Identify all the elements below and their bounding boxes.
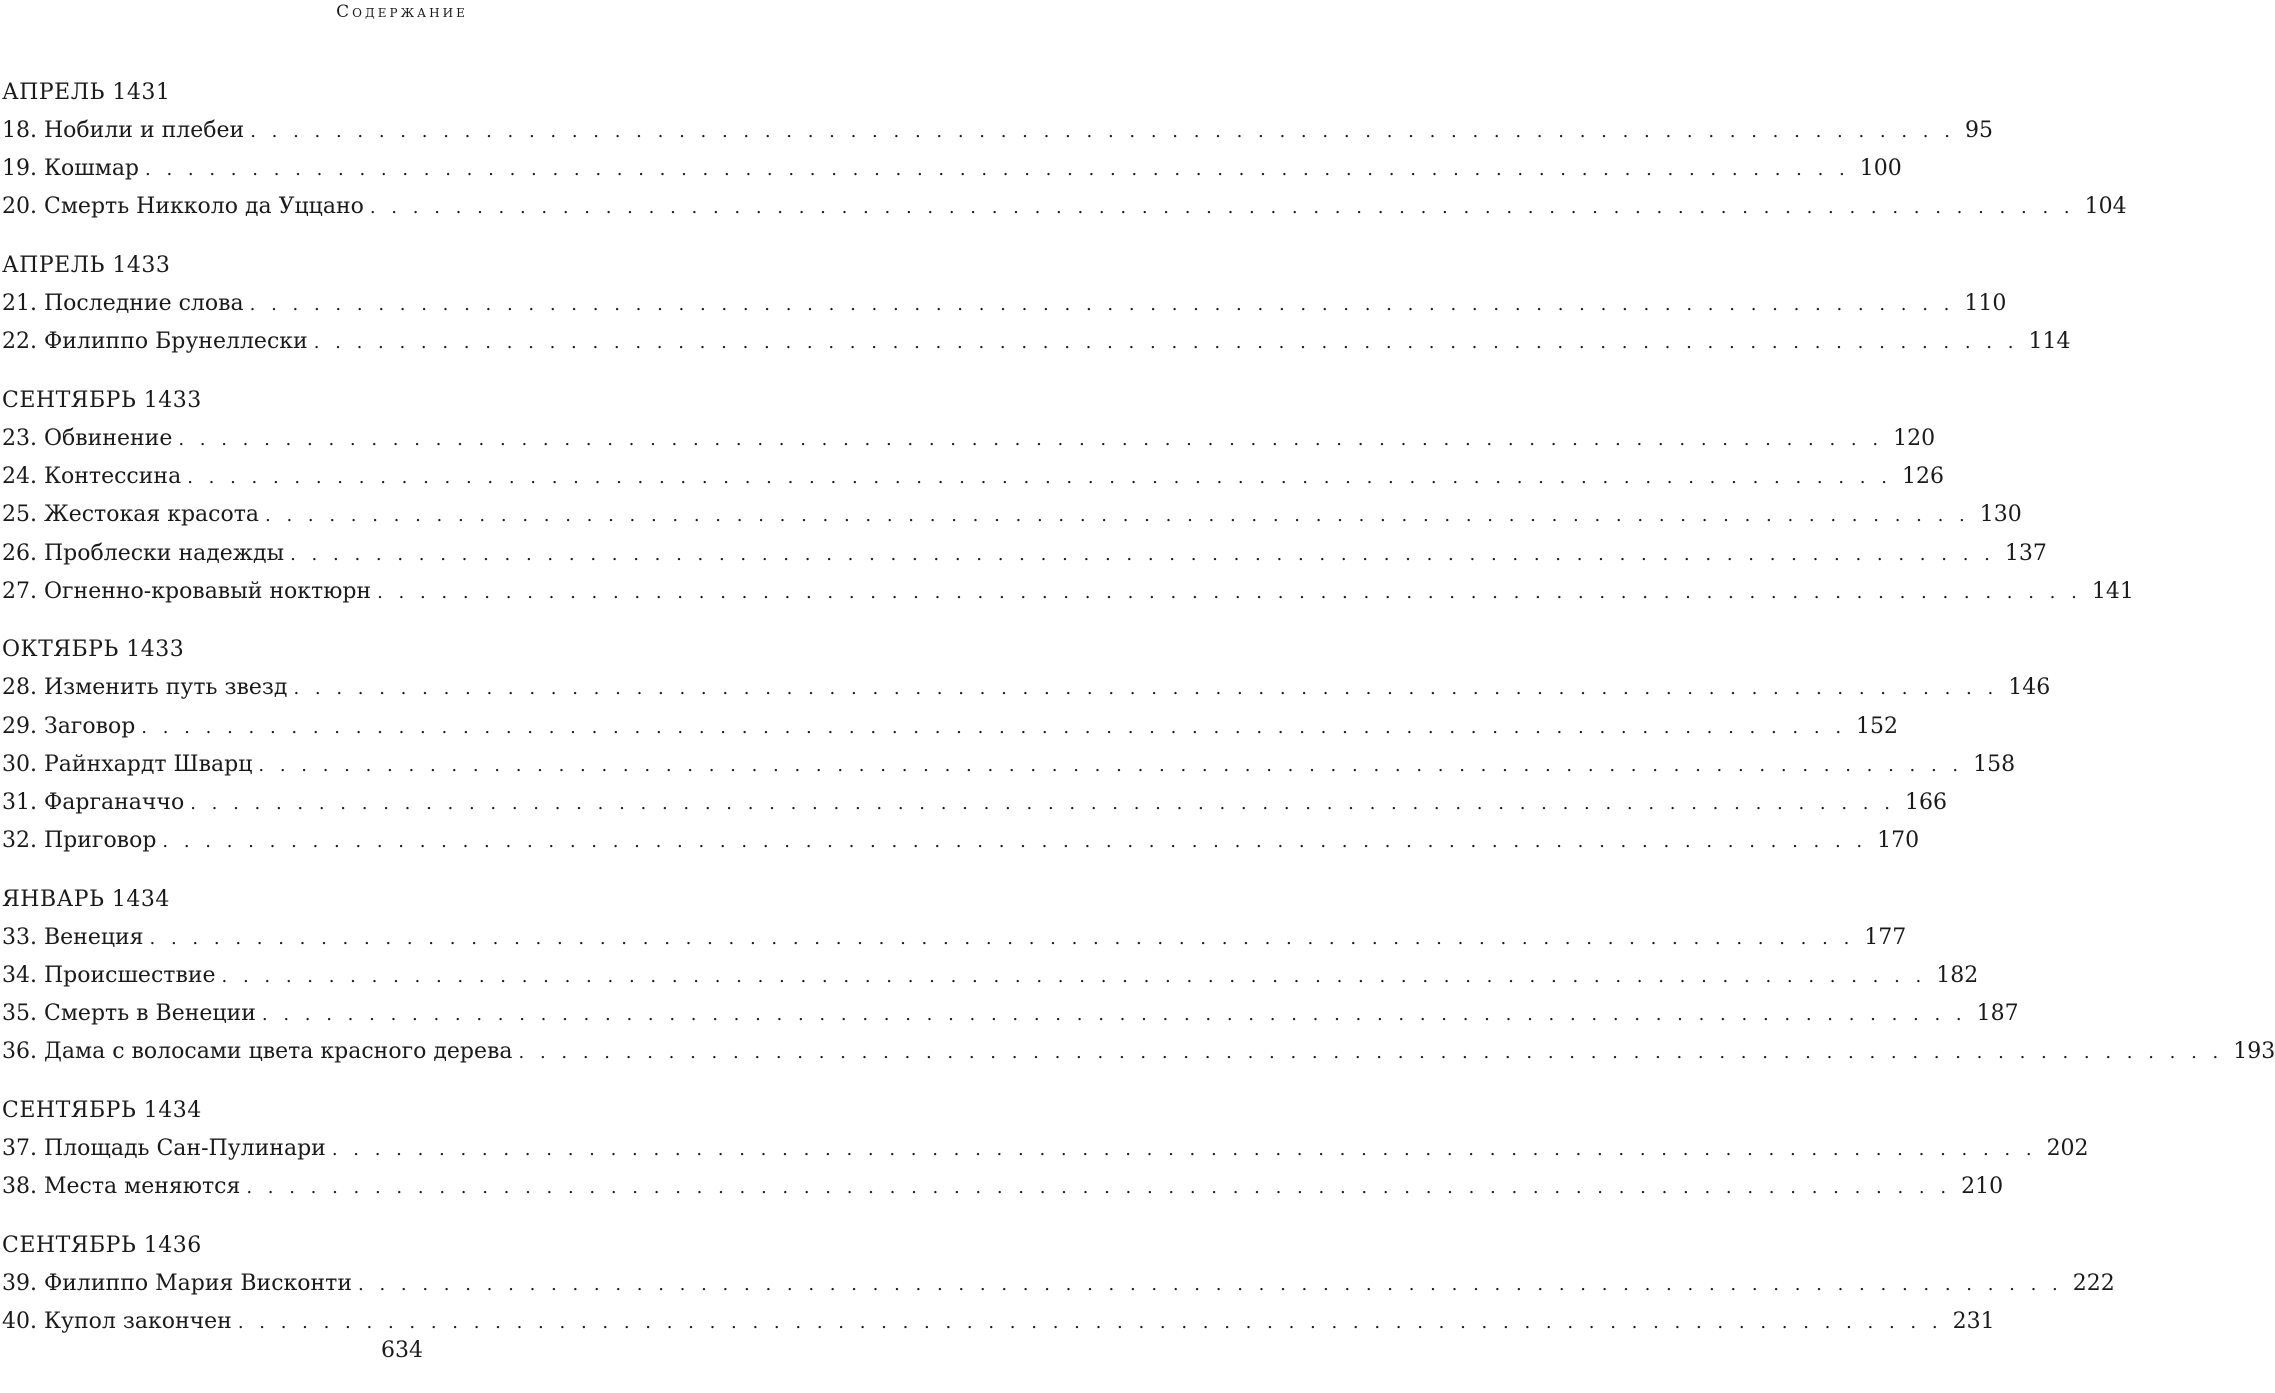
dot-leader: . . . . . . . . . . . . . . . . . . . . . . . . . . . . . . . . . . . . . . . . . . . . . . . . . . . . . . . . . . . . . . . . . . . . . . . . . . . . . . . . [190, 792, 1895, 814]
dot-leader: . . . . . . . . . . . . . . . . . . . . . . . . . . . . . . . . . . . . . . . . . . . . . . . . . . . . . . . . . . . . . . . . . . . . . . . . . . . . . . . . [265, 505, 1970, 527]
chapter-title: 27. Огненно-кровавый ноктюрн [2, 578, 372, 604]
toc-entry [2, 1168, 2004, 1206]
chapter-title: 33. Венеция [2, 924, 144, 950]
chapter-page-number: 120 [1893, 425, 1936, 451]
dot-leader: . . . . . . . . . . . . . . . . . . . . . . . . . . . . . . . . . . . . . . . . . . . . . . . . . . . . . . . . . . . . . . . . . . . . . . . . . . . . . . . . [141, 716, 1847, 738]
chapter-title: 28. Изменить путь звезд [2, 675, 288, 701]
chapter-page-number: 166 [1904, 789, 1947, 815]
chapter-page-number: 152 [1856, 713, 1899, 739]
chapter-title: 35. Смерть в Венеции [2, 1001, 256, 1027]
section-heading: АПРЕЛЬ 1431 [2, 80, 171, 105]
chapter-title: 25. Жестокая красота [2, 502, 259, 528]
dot-leader: . . . . . . . . . . . . . . . . . . . . . . . . . . . . . . . . . . . . . . . . . . . . . . . . . . . . . . . . . . . . . . . . . . . . . . . . . . . . . . . . [518, 1042, 2224, 1064]
toc-entry [2, 458, 1944, 496]
toc-entry [2, 420, 1936, 458]
page-number: 634 [381, 1338, 423, 1363]
dot-leader: . . . . . . . . . . . . . . . . . . . . . . . . . . . . . . . . . . . . . . . . . . . . . . . . . . . . . . . . . . . . . . . . . . . . . . . . . . . . . . . . [162, 831, 1868, 853]
dot-leader: . . . . . . . . . . . . . . . . . . . . . . . . . . . . . . . . . . . . . . . . . . . . . . . . . . . . . . . . . . . . . . . . . . . . . . . . . . . . . . . . [178, 428, 1884, 450]
toc-section [2, 1092, 2089, 1206]
chapter-page-number: 95 [1964, 118, 1993, 143]
running-head-title: Содержание [336, 2, 468, 22]
toc-section [2, 382, 2134, 611]
toc-entry [2, 188, 2127, 226]
chapter-title: 36. Дама с волосами цвета красного дерева [2, 1039, 513, 1065]
toc-entry [2, 1033, 2275, 1071]
toc-section [2, 881, 2275, 1072]
chapter-page-number: 177 [1864, 924, 1907, 950]
dot-leader: . . . . . . . . . . . . . . . . . . . . . . . . . . . . . . . . . . . . . . . . . . . . . . . . . . . . . . . . . . . . . . . . . . . . . . . . . . . . . . . . [358, 1273, 2063, 1295]
chapter-title: 26. Проблески надежды [2, 540, 285, 566]
toc-entry [2, 1130, 2089, 1168]
toc-entry [2, 746, 2016, 784]
chapter-page-number: 187 [1976, 1001, 2019, 1027]
dot-leader: . . . . . . . . . . . . . . . . . . . . . . . . . . . . . . . . . . . . . . . . . . . . . . . . . . . . . . . . . . . . . . . . . . . . . . . . . . . . . . . . [149, 927, 1855, 949]
chapter-page-number: 231 [1952, 1309, 1995, 1335]
table-of-contents [2, 74, 2275, 1362]
chapter-title: 29. Заговор [2, 713, 136, 739]
toc-entry [2, 535, 2047, 573]
chapter-page-number: 202 [2046, 1136, 2089, 1162]
toc-entry [2, 573, 2134, 611]
dot-leader: . . . . . . . . . . . . . . . . . . . . . . . . . . . . . . . . . . . . . . . . . . . . . . . . . . . . . . . . . . . . . . . . . . . . . . . . . . . . . . . . [293, 678, 1999, 700]
toc-section [2, 74, 2127, 227]
dot-leader: . . . . . . . . . . . . . . . . . . . . . . . . . . . . . . . . . . . . . . . . . . . . . . . . . . . . . . . . . . . . . . . . . . . . . . . . . . . . . . . . [258, 754, 1964, 776]
chapter-page-number: 182 [1936, 963, 1979, 988]
chapter-title: 37. Площадь Сан-Пулинари [2, 1136, 326, 1162]
toc-entry [2, 919, 1907, 957]
toc-entry [2, 822, 1920, 860]
dot-leader: . . . . . . . . . . . . . . . . . . . . . . . . . . . . . . . . . . . . . . . . . . . . . . . . . . . . . . . . . . . . . . . . . . . . . . . . . . . . . . . . [290, 543, 1995, 565]
chapter-page-number: 110 [1964, 291, 2007, 317]
chapter-title: 31. Фарганаччо [2, 789, 185, 815]
dot-leader: . . . . . . . . . . . . . . . . . . . . . . . . . . . . . . . . . . . . . . . . . . . . . . . . . . . . . . . . . . . . . . . . . . . . . . . . . . . . . . . . [377, 581, 2082, 603]
dot-leader: . . . . . . . . . . . . . . . . . . . . . . . . . . . . . . . . . . . . . . . . . . . . . . . . . . . . . . . . . . . . . . . . . . . . . . . . . . . . . . . . [187, 467, 1892, 489]
chapter-title: 23. Обвинение [2, 425, 173, 451]
section-heading: СЕНТЯБРЬ 1433 [2, 387, 202, 413]
chapter-title: 21. Последние слова [2, 291, 244, 317]
chapter-page-number: 137 [2004, 540, 2047, 566]
toc-entry [2, 995, 2019, 1033]
dot-leader: . . . . . . . . . . . . . . . . . . . . . . . . . . . . . . . . . . . . . . . . . . . . . . . . . . . . . . . . . . . . . . . . . . . . . . . . . . . . . . . . [250, 121, 1955, 142]
toc-entry [2, 784, 1947, 822]
chapter-page-number: 170 [1877, 828, 1920, 854]
chapter-page-number: 141 [2091, 578, 2134, 604]
chapter-page-number: 222 [2072, 1270, 2115, 1296]
chapter-page-number: 100 [1859, 156, 1902, 182]
toc-section [2, 1227, 2115, 1341]
chapter-title: 39. Филиппо Мария Висконти [2, 1270, 353, 1296]
dot-leader: . . . . . . . . . . . . . . . . . . . . . . . . . . . . . . . . . . . . . . . . . . . . . . . . . . . . . . . . . . . . . . . . . . . . . . . . . . . . . . . . [221, 966, 1927, 987]
toc-entry [2, 150, 1902, 188]
chapter-title: 34. Происшествие [2, 963, 216, 988]
toc-entry [2, 1303, 1995, 1341]
chapter-page-number: 146 [2008, 675, 2051, 701]
dot-leader: . . . . . . . . . . . . . . . . . . . . . . . . . . . . . . . . . . . . . . . . . . . . . . . . . . . . . . . . . . . . . . . . . . . . . . . . . . . . . . . . [369, 197, 2075, 219]
chapter-title: 22. Филиппо Брунеллески [2, 329, 308, 355]
chapter-page-number: 158 [1973, 751, 2016, 777]
dot-leader: . . . . . . . . . . . . . . . . . . . . . . . . . . . . . . . . . . . . . . . . . . . . . . . . . . . . . . . . . . . . . . . . . . . . . . . . . . . . . . . . [246, 1177, 1952, 1199]
chapter-title: 32. Приговор [2, 828, 157, 854]
chapter-page-number: 104 [2084, 194, 2127, 220]
toc-entry [2, 285, 2007, 323]
dot-leader: . . . . . . . . . . . . . . . . . . . . . . . . . . . . . . . . . . . . . . . . . . . . . . . . . . . . . . . . . . . . . . . . . . . . . . . . . . . . . . . . [313, 332, 2019, 354]
toc-entry [2, 496, 2022, 534]
chapter-page-number: 114 [2028, 329, 2071, 355]
chapter-title: 24. Контессина [2, 464, 182, 490]
toc-entry [2, 323, 2071, 361]
toc-section [2, 631, 2051, 860]
toc-entry [2, 112, 1993, 150]
chapter-title: 38. Места меняются [2, 1174, 241, 1200]
toc-entry [2, 669, 2051, 707]
toc-entry [2, 708, 1899, 746]
section-heading: ОКТЯБРЬ 1433 [2, 637, 185, 663]
chapter-title: 30. Райнхардт Шварц [2, 751, 253, 777]
section-heading: ЯНВАРЬ 1434 [2, 886, 170, 912]
toc-entry [2, 957, 1979, 995]
dot-leader: . . . . . . . . . . . . . . . . . . . . . . . . . . . . . . . . . . . . . . . . . . . . . . . . . . . . . . . . . . . . . . . . . . . . . . . . . . . . . . . . [331, 1139, 2037, 1161]
toc-section [2, 247, 2071, 361]
chapter-page-number: 130 [1979, 502, 2022, 528]
section-heading: СЕНТЯБРЬ 1434 [2, 1098, 202, 1124]
dot-leader: . . . . . . . . . . . . . . . . . . . . . . . . . . . . . . . . . . . . . . . . . . . . . . . . . . . . . . . . . . . . . . . . . . . . . . . . . . . . . . . . [261, 1004, 1967, 1026]
chapter-title: 18. Нобили и плебеи [2, 118, 245, 143]
chapter-title: 40. Купол закончен [2, 1309, 232, 1335]
chapter-title: 20. Смерть Никколо да Уццано [2, 194, 364, 220]
chapter-title: 19. Кошмар [2, 156, 140, 182]
dot-leader: . . . . . . . . . . . . . . . . . . . . . . . . . . . . . . . . . . . . . . . . . . . . . . . . . . . . . . . . . . . . . . . . . . . . . . . . . . . . . . . . [249, 294, 1955, 316]
section-heading: СЕНТЯБРЬ 1436 [2, 1232, 202, 1258]
dot-leader: . . . . . . . . . . . . . . . . . . . . . . . . . . . . . . . . . . . . . . . . . . . . . . . . . . . . . . . . . . . . . . . . . . . . . . . . . . . . . . . . [145, 159, 1850, 181]
chapter-page-number: 126 [1901, 464, 1944, 490]
dot-leader: . . . . . . . . . . . . . . . . . . . . . . . . . . . . . . . . . . . . . . . . . . . . . . . . . . . . . . . . . . . . . . . . . . . . . . . . . . . . . . . . [237, 1312, 1943, 1334]
chapter-page-number: 193 [2233, 1039, 2275, 1065]
toc-entry [2, 1265, 2115, 1303]
section-heading: АПРЕЛЬ 1433 [2, 253, 171, 279]
chapter-page-number: 210 [1961, 1174, 2004, 1200]
